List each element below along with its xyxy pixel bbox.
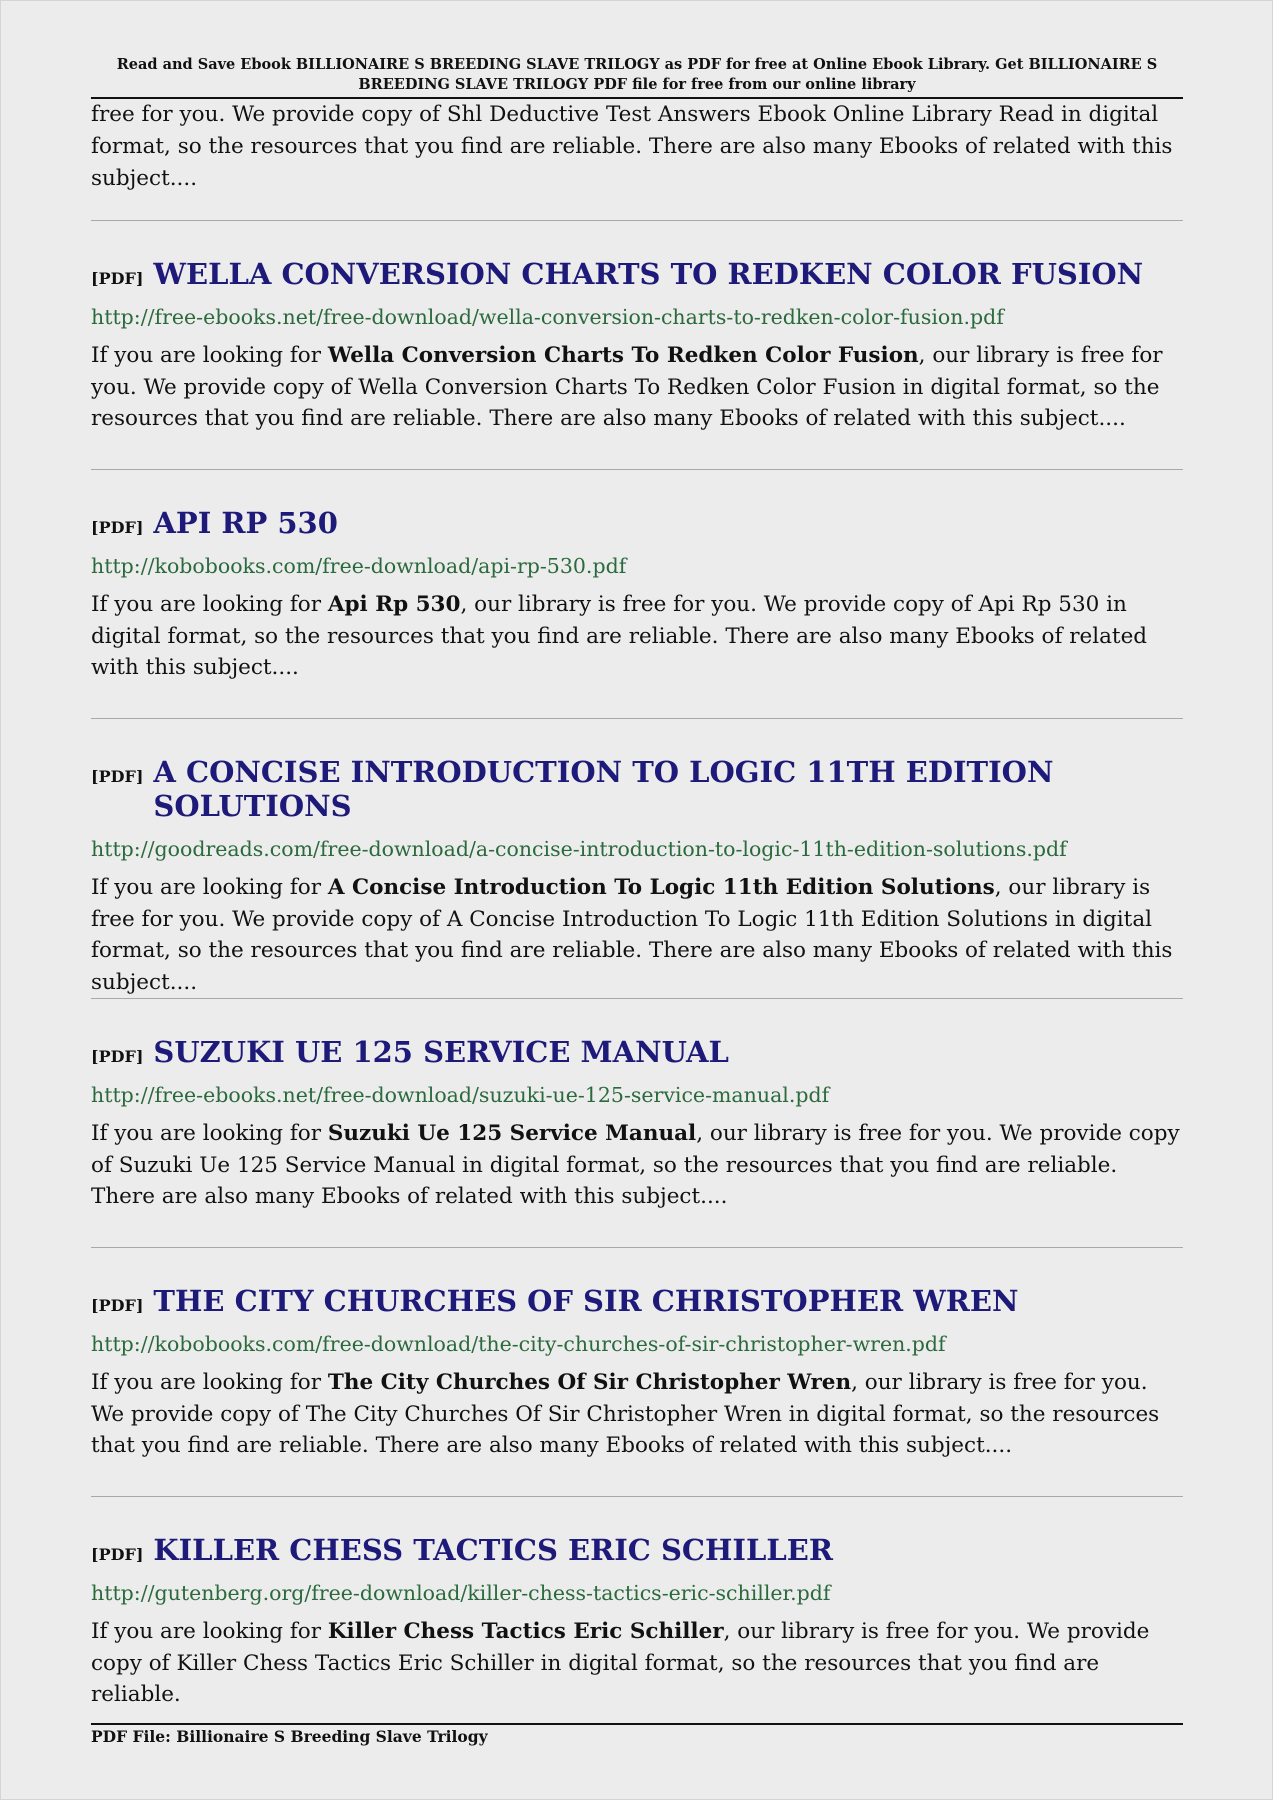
- entry-title[interactable]: KILLER CHESS TACTICS ERIC SCHILLER: [153, 1533, 833, 1567]
- entry-description: [91, 872, 1183, 998]
- pdf-tag: [PDF]: [91, 1545, 144, 1564]
- desc-bold-title: The City Churches Of Sir Christopher Wren: [327, 1370, 852, 1395]
- page-footer: PDF File: Billionaire S Breeding Slave Trilogy: [91, 1723, 1183, 1746]
- intro-paragraph: free for you. We provide copy of Shl Deductive Test Answers Ebook Online Library Read in digital format, so the resources that you find are reliable. There are also many Ebooks of related with this subject....: [91, 102, 1173, 191]
- desc-rest: , our library is free for you. We provide copy of Api Rp 530 in digital format, so the resources that you find are reliable. There are also many Ebooks of related with this subject....: [91, 592, 1148, 680]
- pdf-tag: [PDF]: [91, 1047, 144, 1066]
- ebook-entry: [91, 1496, 1183, 1711]
- desc-bold-title: Suzuki Ue 125 Service Manual: [327, 1121, 697, 1146]
- pdf-tag: [PDF]: [91, 1296, 144, 1315]
- entry-description: [91, 1367, 1183, 1462]
- entry-url-link[interactable]: http://free-ebooks.net/free-download/suzuki-ue-125-service-manual.pdf: [91, 1083, 830, 1107]
- ebook-entry: [91, 718, 1183, 998]
- desc-rest: , our library is free for you. We provide copy of The City Churches Of Sir Christopher Wren in digital format, so the resources that you find are reliable. There are also many Ebooks of related with this subject....: [91, 1370, 1160, 1458]
- entry-title-row: [91, 1035, 1183, 1069]
- desc-prefix: If you are looking for: [91, 343, 328, 368]
- pdf-tag: [PDF]: [91, 767, 144, 786]
- entry-description: [91, 1616, 1183, 1711]
- desc-bold-title: A Concise Introduction To Logic 11th Edition Solutions: [327, 875, 995, 900]
- header-line-1: Read and Save Ebook BILLIONAIRE S BREEDING SLAVE TRILOGY as PDF for free at Online Ebook Library. Get BILLIONAIRE S: [116, 56, 1158, 73]
- desc-prefix: If you are looking for: [91, 1619, 328, 1644]
- desc-bold-title: Killer Chess Tactics Eric Schiller: [327, 1619, 724, 1644]
- entry-url-link[interactable]: http://goodreads.com/free-download/a-concise-introduction-to-logic-11th-edition-solutions.pdf: [91, 837, 1067, 861]
- header-line-2: BREEDING SLAVE TRILOGY PDF file for free from our online library: [358, 76, 916, 93]
- entry-url-link[interactable]: http://gutenberg.org/free-download/killer-chess-tactics-eric-schiller.pdf: [91, 1581, 831, 1605]
- pdf-tag: [PDF]: [91, 269, 144, 288]
- entry-title-row: [91, 506, 1183, 540]
- entry-url-link[interactable]: http://kobobooks.com/free-download/api-rp-530.pdf: [91, 554, 627, 578]
- entry-url-link[interactable]: http://kobobooks.com/free-download/the-city-churches-of-sir-christopher-wren.pdf: [91, 1332, 946, 1356]
- desc-rest: , our library is free for you. We provide copy of Wella Conversion Charts To Redken Color Fusion in digital format, so the resources that you find are reliable. There are also many Ebooks of related with this subject....: [91, 343, 1163, 431]
- entry-url-link[interactable]: http://free-ebooks.net/free-download/wella-conversion-charts-to-redken-color-fusion.pdf: [91, 305, 1004, 329]
- desc-rest: , our library is free for you. We provide copy of Suzuki Ue 125 Service Manual in digital format, so the resources that you find are reliable. There are also many Ebooks of related with this subject....: [91, 1121, 1180, 1209]
- entry-title[interactable]: A CONCISE INTRODUCTION TO LOGIC 11TH EDITION SOLUTIONS: [153, 755, 1054, 823]
- desc-rest: , our library is free for you. We provide copy of Killer Chess Tactics Eric Schiller in digital format, so the resources that you find are reliable.: [91, 1619, 1150, 1707]
- ebook-entry: [91, 469, 1183, 684]
- pdf-tag: [PDF]: [91, 518, 144, 537]
- ebook-entry: [91, 998, 1183, 1213]
- desc-prefix: If you are looking for: [91, 592, 328, 617]
- entry-description: [91, 589, 1183, 684]
- entry-title-row: [91, 1533, 1183, 1567]
- desc-bold-title: Api Rp 530: [327, 592, 461, 617]
- entry-title-row: [91, 257, 1183, 291]
- entry-description: [91, 340, 1183, 435]
- desc-prefix: If you are looking for: [91, 1370, 328, 1395]
- entry-title[interactable]: WELLA CONVERSION CHARTS TO REDKEN COLOR FUSION: [153, 257, 1144, 291]
- desc-bold-title: Wella Conversion Charts To Redken Color Fusion: [327, 343, 919, 368]
- desc-prefix: If you are looking for: [91, 1121, 328, 1146]
- entry-description: [91, 1118, 1183, 1213]
- desc-rest: , our library is free for you. We provide copy of A Concise Introduction To Logic 11th Edition Solutions in digital format, so the resources that you find are reliable. There are also many Ebooks of related with this subject....: [91, 875, 1173, 995]
- desc-prefix: If you are looking for: [91, 875, 328, 900]
- entry-title-row: [91, 1284, 1183, 1318]
- ebook-entry: [91, 1247, 1183, 1462]
- page-header: [91, 55, 1183, 99]
- entry-title[interactable]: SUZUKI UE 125 SERVICE MANUAL: [153, 1035, 729, 1069]
- ebook-entry: [91, 220, 1183, 435]
- entry-title[interactable]: THE CITY CHURCHES OF SIR CHRISTOPHER WREN: [153, 1284, 1019, 1318]
- entry-title-row: [91, 755, 1183, 823]
- entry-title[interactable]: API RP 530: [153, 506, 338, 540]
